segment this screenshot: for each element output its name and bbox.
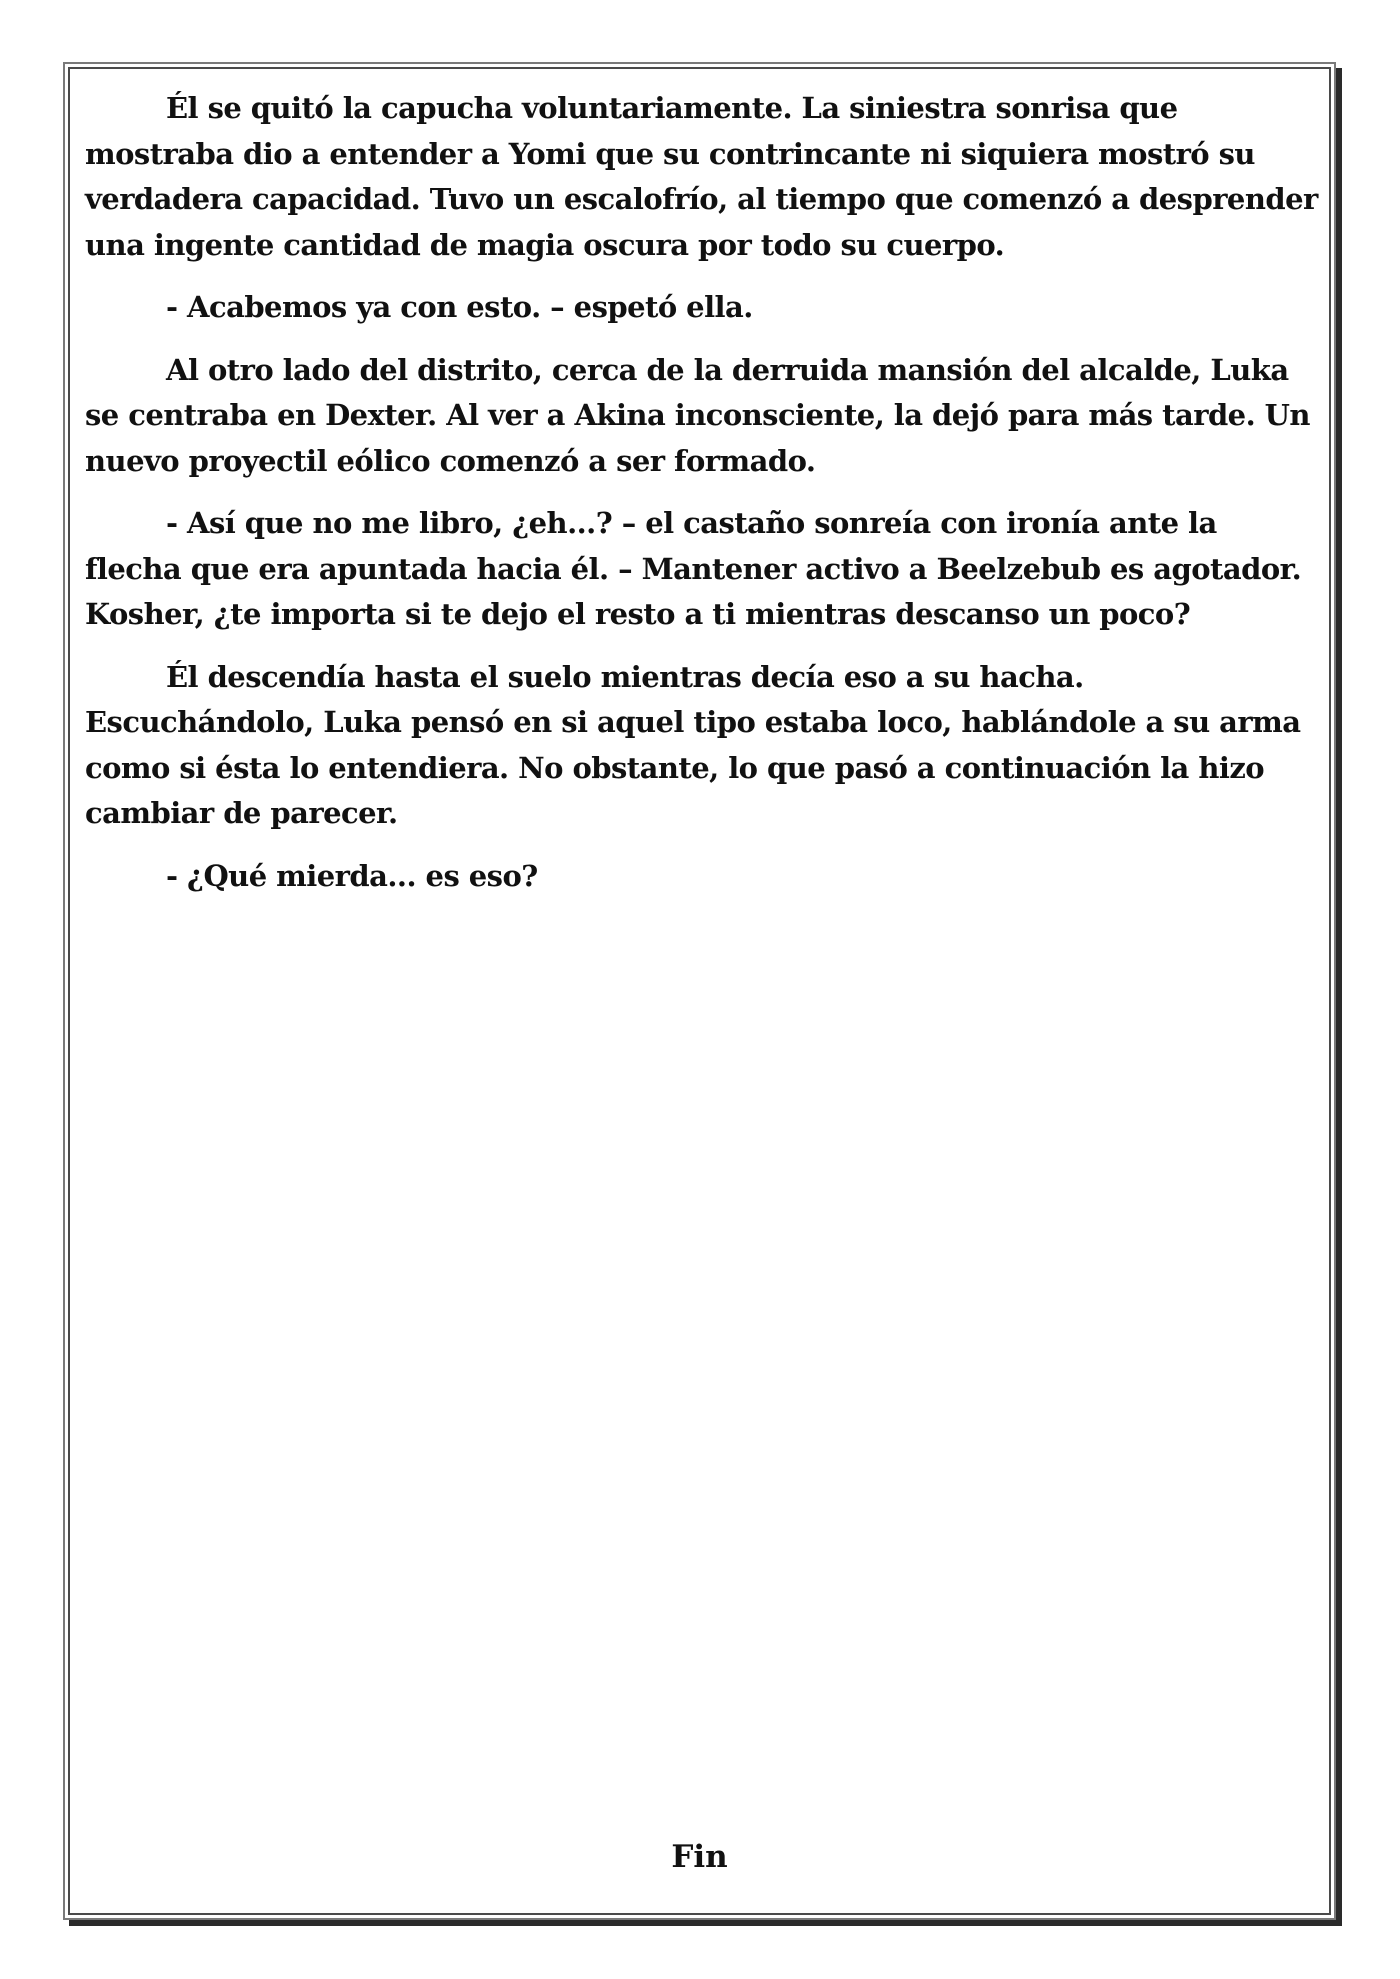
paragraph: Él descendía hasta el suelo mientras decía eso a su hacha. Escuchándolo, Luka pensó en si aquel tipo estaba loco, hablándole a su arma como si ésta lo entendiera. No obstante, lo que pasó a continuación la hizo cambiar de parecer. bbox=[85, 659, 1301, 830]
paragraph: Al otro lado del distrito, cerca de la derruida mansión del alcalde, Luka se centraba en Dexter. Al ver a Akina inconsciente, la dejó para más tarde. Un nuevo proyectil eólico comenzó a ser formado. bbox=[85, 352, 1310, 478]
dialogue-line: - ¿Qué mierda... es eso? bbox=[166, 858, 538, 893]
paragraph: Él se quitó la capucha voluntariamente. La siniestra sonrisa que mostraba dio a entender a Yomi que su contrincante ni siquiera mostró su verdadera capacidad. Tuvo un escalofrío, al tiempo que comenzó a desprender una ingente cantidad de magia oscura por todo su cuerpo. bbox=[85, 91, 1318, 262]
end-marker: Fin bbox=[671, 1839, 728, 1875]
page-text-body bbox=[85, 86, 1318, 916]
dialogue-line: - Así que no me libro, ¿eh...? – el castaño sonreía con ironía ante la flecha que era apuntada hacia él. – Mantener activo a Beelzebub es agotador. Kosher, ¿te importa si te dejo el resto a ti mientras descanso un poco? bbox=[85, 506, 1302, 631]
dialogue-line: - Acabemos ya con esto. – espetó ella. bbox=[166, 290, 753, 324]
page-frame bbox=[63, 62, 1336, 1920]
